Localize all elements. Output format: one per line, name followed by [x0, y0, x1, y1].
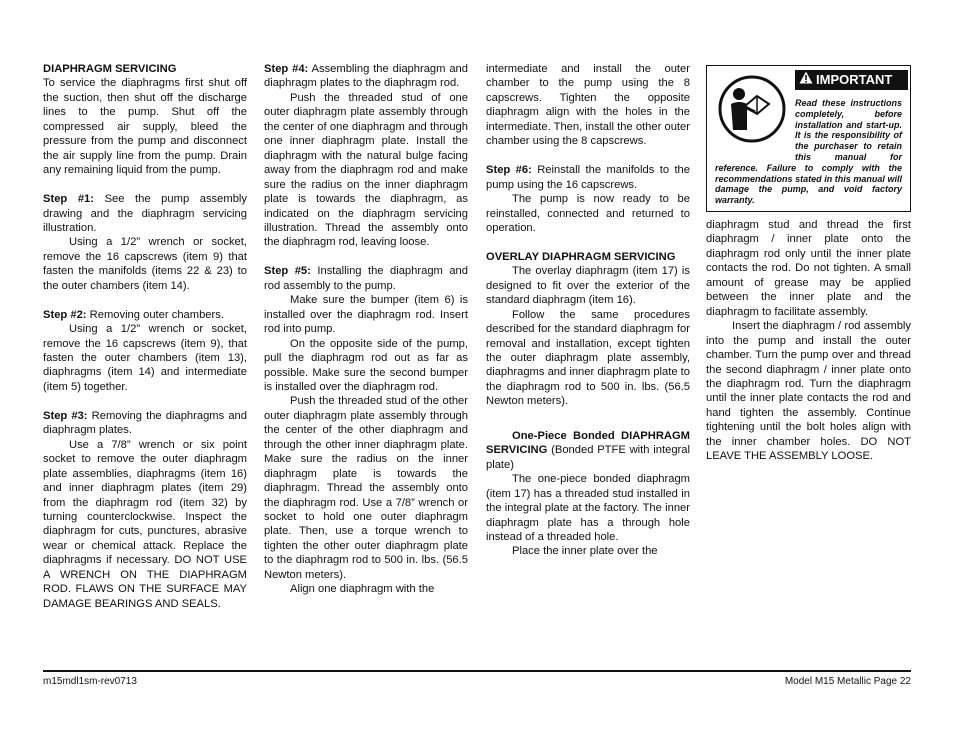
intro-paragraph: To service the diaphragms first shut off the suction, then shut off the discharge lines to the pump. Shut off the compressed air supply, bleed the pressure from the pump and disconnect the air supply line from the pump. Drain any remaining liquid from the pump.: [43, 77, 247, 177]
column-4: [706, 218, 911, 464]
one-piece-subtitle: (Bonded PTFE with integral plate): [486, 444, 690, 471]
step-3-title: Removing the diaphragms and diaphragm plates.: [43, 409, 247, 437]
important-notice-box: [706, 65, 911, 212]
step-3-body: Use a 7/8” wrench or six point socket to remove the outer diaphragm plate assemblies, diaphragms (item 16) and inner diaphragm plates (item 29) from the diaphragm rod (item 32) by turning counterclockwise. Inspect the diaphragm for cuts, punctures, abrasive wear or chemical attack. Replace the diaphragms if necessary. DO NOT USE A WRENCH ON THE DIAPHRAGM ROD. FLAWS ON THE SURFACE MAY DAMAGE BEARINGS AND SEALS.: [43, 438, 247, 610]
icon-wrap-spacer: [715, 98, 795, 160]
step-4-label: Step #4:: [264, 63, 309, 75]
section-heading-one-piece: One-Piece Bonded DIAPHRAGM SERVICING: [486, 429, 690, 457]
step-5-paragraph: [264, 264, 468, 293]
overlay-paragraph-2: Follow the same procedures described for the standard diaphragm for removal and installation, except tighten the outer diaphragm plate assembly, diaphragms and inner diaphragm plate to the diaphragm rod to 500 in. lbs. (56.5 Newton meters).: [486, 308, 690, 408]
important-text: Read these instructions completely, before installation and start-up. It is the responsibility of the purchaser to retain this manual for reference. Failure to comply with the recommendations stated in this manual will damage the pump, and void factory warranty.: [715, 98, 902, 206]
step-6-paragraph: [486, 163, 690, 192]
footer-document-code: m15mdl1sm-rev0713: [43, 676, 137, 687]
step-2-body: Using a 1/2” wrench or socket, remove the 16 capscrews (item 9), that fasten the outer chambers (item 13), diaphragms (item 14) and intermediate (item 5) together.: [43, 323, 247, 393]
step-5-body-2: On the opposite side of the pump, pull the diaphragm rod out as far as possible. Make sure the second bumper is installed over the diaphragm rod.: [264, 337, 468, 393]
step-4-body: Push the threaded stud of one outer diaphragm plate assembly through the center of one diaphragm and through one inner diaphragm plate. Install the diaphragm with the natural bulge facing away from the diaphragm rod and make sure the radius on the inner diaphragm plate is towards the diaphragm, as indicated on the diaphragm servicing illustration. Thread the assembly onto the diaphragm rod, leaving loose.: [264, 91, 468, 249]
important-label: IMPORTANT: [816, 72, 893, 87]
important-banner: [795, 70, 908, 90]
step-5-title: Installing the diaphragm and rod assembly to the pump.: [264, 265, 468, 292]
column-2: [264, 62, 468, 597]
column-1: [43, 62, 247, 611]
step-4-paragraph: [264, 62, 468, 91]
footer-rule: [43, 670, 911, 672]
step-6-body: The pump is now ready to be reinstalled, connected and returned to operation.: [486, 193, 690, 234]
section-heading-diaphragm-servicing: DIAPHRAGM SERVICING: [43, 63, 177, 75]
col4-paragraph-2: Insert the diaphragm / rod assembly into the pump and install the outer chamber. Turn the pump over and thread the second diaphragm / inner plate onto the diaphragm rod. Turn the diaphragm until the inner plate contacts the rod and hand tighten the assembly. Continue tightening until the bolt holes align with the inner chamber holes. DO NOT LEAVE THE ASSEMBLY LOOSE.: [706, 320, 911, 463]
warning-triangle-icon: [799, 71, 813, 84]
col4-paragraph-1: diaphragm stud and thread the first diaphragm / inner plate onto the diaphragm rod only until the inner plate contacts the rod. Do not tighten. A small amount of grease may be applied between the inner plate and the diaphragm to facilitate assembly.: [706, 219, 911, 318]
onepiece-heading-paragraph: [486, 429, 690, 472]
step-6-label: Step #6:: [486, 164, 532, 177]
column-3: [486, 62, 690, 559]
step-5-body-3: Push the threaded stud of the other outer diaphragm plate assembly through the center of the other diaphragm and through the other inner diaphragm plate. Make sure the radius on the inner diaphragm plate is towards the diaphragm. Thread the assembly onto the diaphragm rod. Use a 7/8” wrench or socket to hold one outer diaphragm plate. Then, use a torque wrench to tighten the other outer diaphragm plate to the diaphragm rod to 500 in. lbs. (56.5 Newton meters).: [264, 395, 468, 581]
step-1-paragraph: [43, 192, 247, 235]
step-2-label: Step #2:: [43, 308, 87, 321]
step-1-label: Step #1:: [43, 193, 94, 206]
step-2-title: Removing outer chambers.: [86, 308, 224, 321]
onepiece-paragraph-1: The one-piece bonded diaphragm (item 17) has a threaded stud installed in the integral plate at the factory. The inner diaphragm plate has a through hole instead of a threaded hole.: [486, 473, 690, 544]
footer-page-label: Model M15 Metallic Page 22: [784, 676, 911, 687]
overlay-paragraph-1: The overlay diaphragm (item 17) is designed to fit over the exterior of the standard diaphragm (item 16).: [486, 265, 690, 307]
step-3-label: Step #3:: [43, 409, 88, 422]
onepiece-paragraph-2: Place the inner plate over the: [512, 545, 658, 558]
section-heading-overlay-diaphragm: OVERLAY DIAPHRAGM SERVICING: [486, 250, 676, 263]
step-3-paragraph: [43, 409, 247, 438]
step-5-continued: intermediate and install the outer chamber to the pump using the 8 capscrews. Tighten the opposite diaphragm align with the holes in the intermediate. Then, install the other outer chamber using the 8 capscrews.: [486, 63, 690, 148]
step-1-body: Using a 1/2” wrench or socket, remove the 16 capscrews (item 9) that fasten the manifolds (items 22 & 23) to the outer chambers (item 14).: [43, 236, 247, 292]
step-5-body-1: Make sure the bumper (item 6) is installed over the diaphragm rod. Insert rod into pump.: [264, 294, 468, 336]
step-5-label: Step #5:: [264, 265, 311, 278]
step-2-paragraph: [43, 308, 247, 322]
step-1-title: See the pump assembly drawing and the diaphragm servicing illustration.: [43, 193, 247, 234]
step-4-title: Assembling the diaphragm and diaphragm plates to the diaphragm rod.: [264, 63, 468, 90]
step-5-body-4: Align one diaphragm with the: [290, 583, 435, 596]
step-6-title: Reinstall the manifolds to the pump using the 16 capscrews.: [486, 164, 690, 191]
important-text-container: [715, 98, 902, 206]
